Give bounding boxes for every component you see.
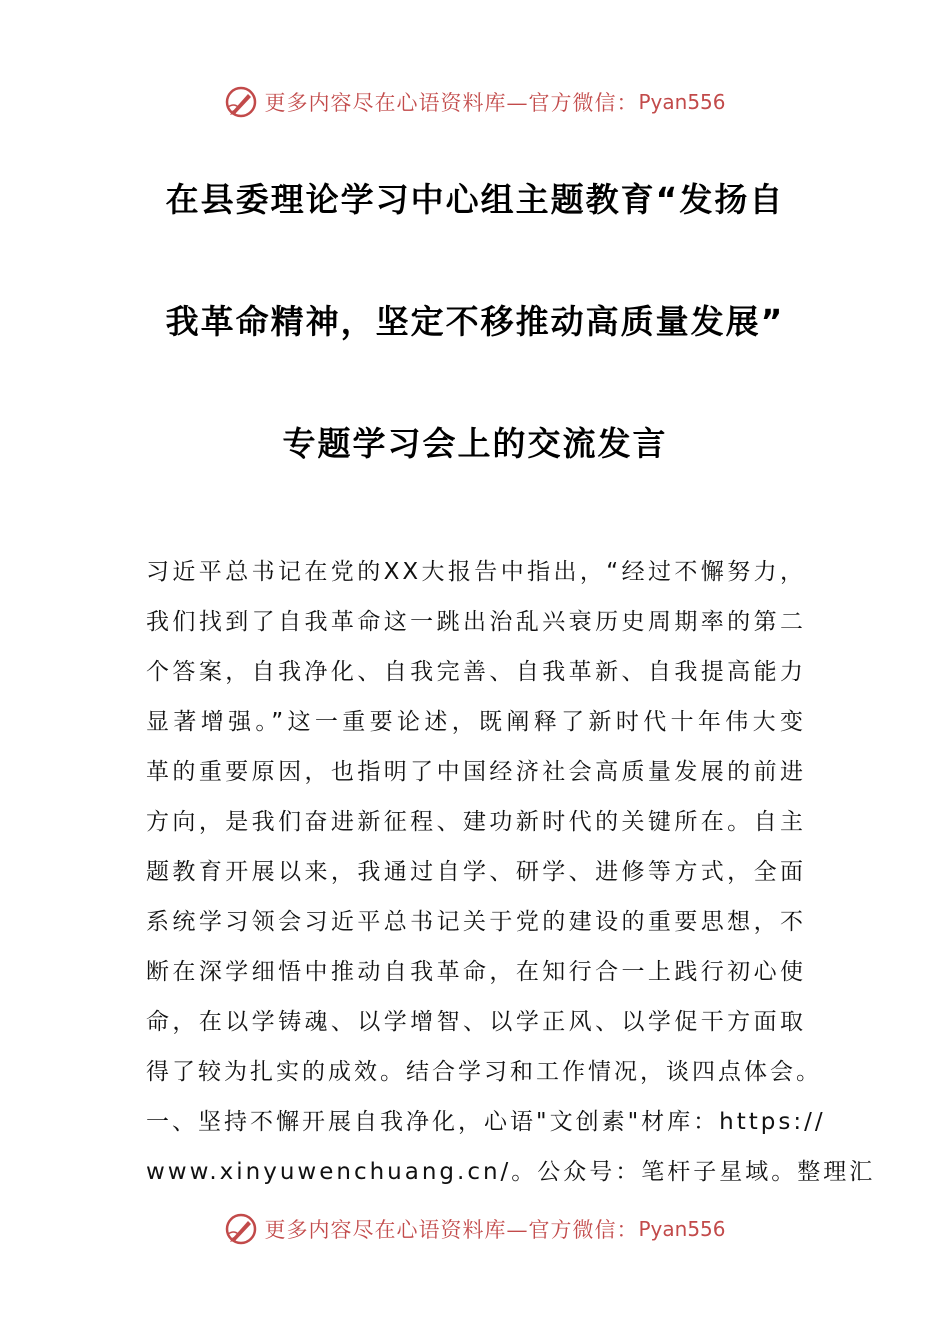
paragraph-line: 习近平总书记在党的XX大报告中指出，“经过不懈努力， bbox=[146, 559, 806, 585]
paragraph-line: 题教育开展以来，我通过自学、研学、进修等方式，全面 bbox=[146, 859, 806, 885]
header-banner-text: 更多内容尽在心语资料库—官方微信： bbox=[264, 91, 639, 115]
pen-logo-icon bbox=[224, 1212, 258, 1246]
paragraph-line: 系统学习领会习近平总书记关于党的建设的重要思想，不 bbox=[146, 909, 806, 935]
paragraph-line: www.xinyuwenchuang.cn/。公众号：笔杆子星域。整理汇 bbox=[146, 1159, 876, 1185]
paragraph-line: 命，在以学铸魂、以学增智、以学正风、以学促干方面取 bbox=[146, 1009, 806, 1035]
paragraph-line: 一、坚持不懈开展自我净化，心语"文创素"材库：https:// bbox=[146, 1109, 826, 1135]
paragraph-line: 革的重要原因，也指明了中国经济社会高质量发展的前进 bbox=[146, 759, 806, 785]
footer-banner-contact: Pyan556 bbox=[638, 1217, 726, 1241]
document-title-line-1: 在县委理论学习中心组主题教育“发扬自 bbox=[165, 180, 785, 219]
paragraph-line: 方向，是我们奋进新征程、建功新时代的关键所在。自主 bbox=[146, 809, 806, 835]
pen-logo-icon bbox=[224, 85, 258, 119]
header-banner-contact: Pyan556 bbox=[638, 90, 726, 114]
paragraph-line: 断在深学细悟中推动自我革命，在知行合一上践行初心使 bbox=[146, 959, 806, 985]
footer-banner-text: 更多内容尽在心语资料库—官方微信： bbox=[264, 1218, 639, 1242]
footer-banner bbox=[0, 1209, 950, 1249]
paragraph-line: 显著增强。”这一重要论述，既阐释了新时代十年伟大变 bbox=[146, 709, 806, 735]
paragraph-line: 个答案，自我净化、自我完善、自我革新、自我提高能力 bbox=[146, 659, 806, 685]
document-title-line-2: 我革命精神，坚定不移推动高质量发展” bbox=[165, 302, 785, 341]
paragraph-line: 得了较为扎实的成效。结合学习和工作情况，谈四点体会。 bbox=[146, 1059, 822, 1085]
document-title-line-3: 专题学习会上的交流发言 bbox=[282, 424, 668, 463]
header-banner bbox=[0, 82, 950, 122]
paragraph-line: 我们找到了自我革命这一跳出治乱兴衰历史周期率的第二 bbox=[146, 609, 806, 635]
